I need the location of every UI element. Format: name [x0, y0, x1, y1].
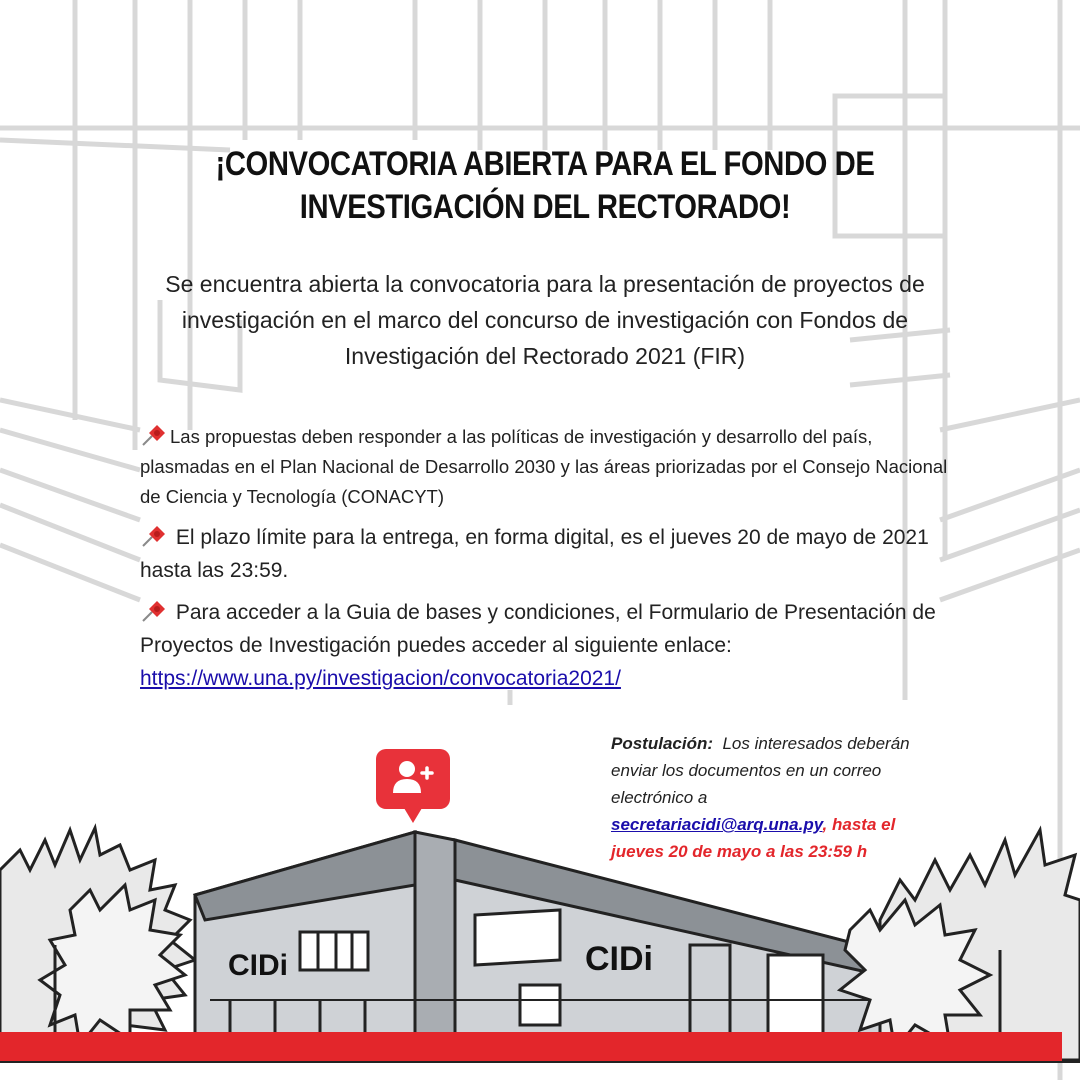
- bullet-deadline-text: El plazo límite para la entrega, en forma digital, es el jueves 20 de mayo de 2021 hasta las 23:59.: [140, 526, 929, 582]
- tree-right: [840, 830, 1080, 1060]
- pushpin-icon: [140, 525, 166, 547]
- bullet-policies: [140, 422, 960, 512]
- red-ground-strip: [0, 1032, 1062, 1062]
- building: [195, 832, 880, 1060]
- title-line-1: ¡CONVOCATORIA ABIERTA PARA EL FONDO DE: [215, 145, 875, 183]
- application-deadline: , hasta el jueves 20 de mayo a las 23:59 h: [611, 815, 896, 861]
- page-title: [197, 143, 894, 229]
- pushpin-icon: [140, 424, 166, 446]
- intro-paragraph: Se encuentra abierta la convocatoria para la presentación de proyectos de investigación en el marco del concurso de investigación con Fondos de Investigación del Rectorado 2021 (FIR): [165, 271, 925, 369]
- building-sign-right: CIDi: [585, 940, 653, 978]
- email-link[interactable]: secretariacidi@arq.una.py: [611, 815, 823, 834]
- convocatoria-link[interactable]: https://www.una.py/investigacion/convocatoria2021/: [140, 667, 621, 690]
- title-line-2: INVESTIGACIÓN DEL RECTORADO!: [299, 188, 791, 226]
- pushpin-icon: [140, 600, 166, 622]
- application-text: Los interesados deberán enviar los documentos en un correo electrónico a: [611, 734, 910, 807]
- bullet-access-text: Para acceder a la Guia de bases y condiciones, el Formulario de Presentación de Proyectos de Investigación puedes acceder al siguiente enlace:: [140, 601, 936, 657]
- bullet-deadline: [140, 521, 960, 587]
- building-illustration: [0, 800, 1080, 1080]
- building-sign-left: CIDi: [228, 949, 288, 982]
- bullet-access: [140, 596, 960, 695]
- application-label: Postulación:: [611, 734, 714, 753]
- bullet-policies-text: Las propuestas deben responder a las políticas de investigación y desarrollo del país, plasmadas en el Plan Nacional de Desarrollo 2030 y las áreas priorizadas por el Consejo Nacional de Ciencia y Tecnología (CONACYT): [140, 426, 948, 507]
- tree-left: [0, 828, 195, 1060]
